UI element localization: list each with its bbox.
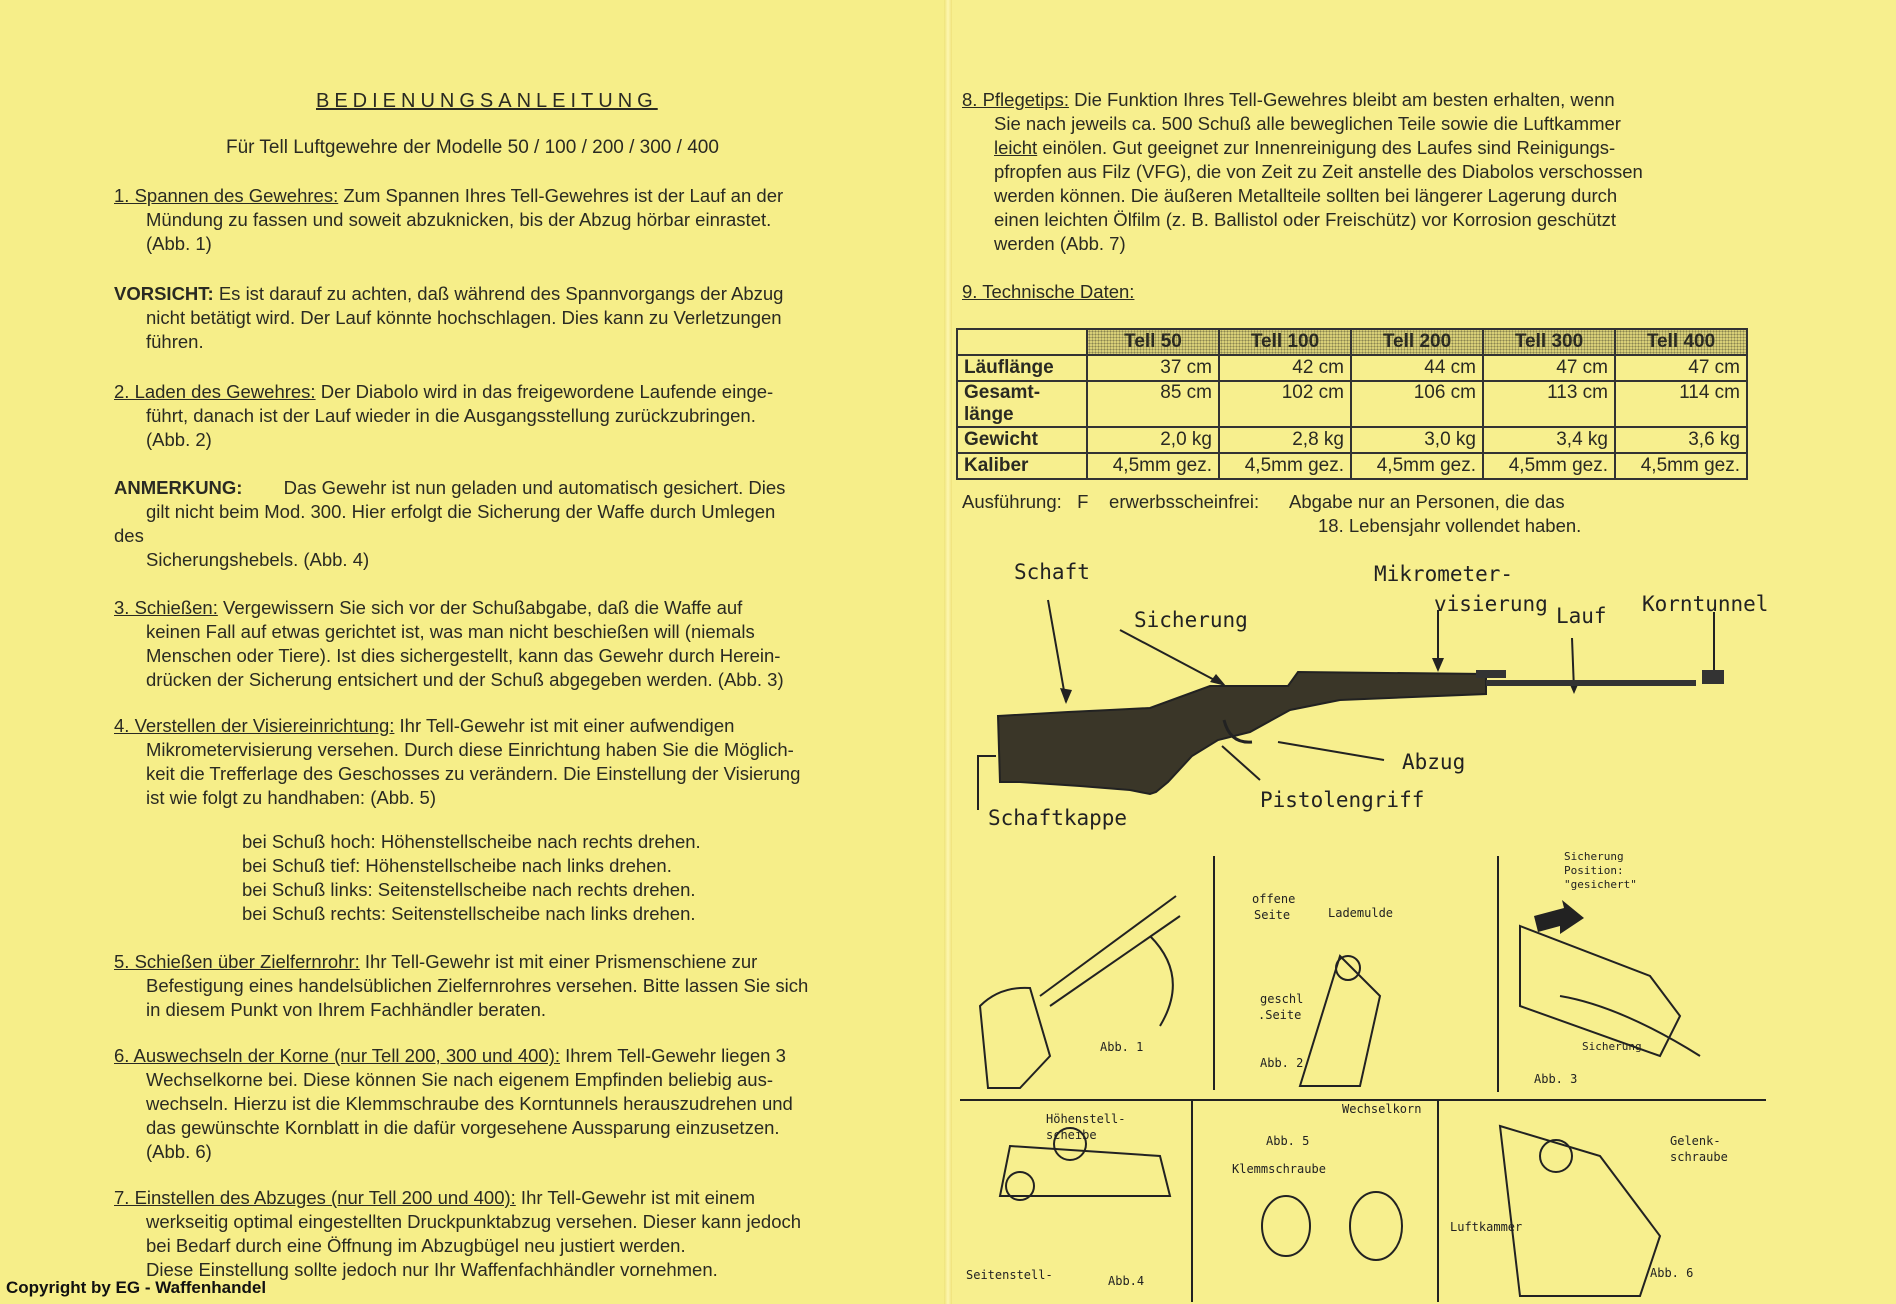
table-cell: 85 cm	[1087, 381, 1219, 427]
table-corner	[957, 329, 1087, 355]
section-5	[114, 950, 894, 1022]
label-abzug: Abzug	[1402, 750, 1466, 774]
row-label: Gewicht	[957, 427, 1087, 453]
sight-adjustment-list	[242, 830, 882, 926]
section-8-line3-emph: leicht	[994, 137, 1038, 158]
section-5-line2: Befestigung eines handelsüblichen Zielfernrohres versehen. Bitte lassen Sie sich	[146, 975, 809, 996]
section-7-text: Ihr Tell-Gewehr ist mit einem	[515, 1187, 755, 1208]
section-1-line3: (Abb. 1)	[146, 233, 212, 254]
sight-rule-left: bei Schuß links: Seitenstellscheibe nach rechts drehen.	[242, 879, 696, 900]
abb2-label-lademulde: Lademulde	[1328, 906, 1394, 920]
section-3-heading: 3. Schießen:	[114, 597, 218, 618]
abb2-label-geschl: geschl	[1260, 992, 1304, 1006]
table-cell: 106 cm	[1351, 381, 1483, 427]
warning-line3: führen.	[146, 331, 204, 352]
section-6-heading: 6. Auswechseln der Korne (nur Tell 200, 300 und 400):	[114, 1045, 561, 1066]
abb3-label-gesichert: "gesichert"	[1564, 878, 1637, 891]
note-line4: Sicherungshebels. (Abb. 4)	[146, 549, 370, 570]
label-pistolengriff: Pistolengriff	[1260, 788, 1425, 812]
section-2-heading: 2. Laden des Gewehres:	[114, 381, 316, 402]
note-heading: ANMERKUNG:	[114, 477, 243, 498]
abb2-label-seite: Seite	[1254, 908, 1291, 922]
section-6	[114, 1044, 894, 1164]
label-visierung: visierung	[1434, 592, 1548, 616]
note-line2: gilt nicht beim Mod. 300. Hier erfolgt die Sicherung der Waffe durch Umlegen	[146, 501, 776, 522]
abb6-label-gelenk1: Gelenk-	[1670, 1134, 1721, 1148]
table-cell: 4,5mm gez.	[1483, 453, 1615, 479]
abb1-caption: Abb. 1	[1100, 1040, 1144, 1054]
section-8-line5: werden können. Die äußeren Metallteile sollten bei längerer Lagerung durch	[994, 185, 1618, 206]
abb4-label-seiten: Seitenstell-	[966, 1268, 1053, 1282]
table-header: Tell 200	[1351, 329, 1483, 355]
section-2	[114, 380, 894, 452]
abb5-label-klemmschraube: Klemmschraube	[1232, 1162, 1326, 1176]
table-cell: 4,5mm gez.	[1087, 453, 1219, 479]
section-7	[114, 1186, 894, 1282]
table-cell: 3,6 kg	[1615, 427, 1747, 453]
technical-data-table	[956, 328, 1748, 480]
sight-rule-right: bei Schuß rechts: Seitenstellscheibe nach links drehen.	[242, 903, 696, 924]
table-cell: 4,5mm gez.	[1615, 453, 1747, 479]
section-6-line5: (Abb. 6)	[146, 1141, 212, 1162]
row-label: Läuflänge	[957, 355, 1087, 381]
warning-text: Es ist darauf zu achten, daß während des Spannvorgangs der Abzug	[213, 283, 784, 304]
section-8	[962, 88, 1762, 256]
section-7-heading: 7. Einstellen des Abzuges (nur Tell 200 und 400):	[114, 1187, 516, 1208]
abb2-label-seite2: .Seite	[1258, 1008, 1302, 1022]
table-cell: 102 cm	[1219, 381, 1351, 427]
abb3-label-position: Position:	[1564, 864, 1624, 877]
section-6-line4: das gewünschte Kornblatt in die dafür vorgesehene Aussparung einzusetzen.	[146, 1117, 780, 1138]
abb6-label-luftkammer: Luftkammer	[1450, 1220, 1523, 1234]
warning-heading: VORSICHT:	[114, 283, 214, 304]
section-8-line4: pfropfen aus Filz (VFG), die von Zeit zu Zeit anstelle des Diabolos verschossen	[994, 161, 1643, 182]
table-header: Tell 100	[1219, 329, 1351, 355]
table-cell: 3,0 kg	[1351, 427, 1483, 453]
section-3-line2: keinen Fall auf etwas gerichtet ist, was man nicht beschießen will (niemals	[146, 621, 755, 642]
section-7-line4: Diese Einstellung sollte jedoch nur Ihr Waffenfachhändler vornehmen.	[146, 1259, 718, 1280]
section-2-text: Der Diabolo wird in das freigewordene Laufende einge-	[315, 381, 774, 402]
table-row	[957, 427, 1747, 453]
section-4	[114, 714, 894, 810]
section-8-text: Die Funktion Ihres Tell-Gewehres bleibt am besten erhalten, wenn	[1068, 89, 1615, 110]
section-4-line3: keit die Trefferlage des Geschosses zu verändern. Die Einstellung der Visierung	[146, 763, 801, 784]
abb2-label-offene: offene	[1252, 892, 1296, 906]
section-3-line4: drücken der Sicherung entsichert und der Schuß abgegeben werden. (Abb. 3)	[146, 669, 784, 690]
section-4-line2: Mikrometervisierung versehen. Durch diese Einrichtung haben Sie die Möglich-	[146, 739, 794, 760]
section-1-text: Zum Spannen Ihres Tell-Gewehres ist der Lauf an der	[338, 185, 784, 206]
section-1-line2: Mündung zu fassen und soweit abzuknicken, bis der Abzug hörbar einrastet.	[146, 209, 772, 230]
section-3	[114, 596, 894, 692]
table-cell: 113 cm	[1483, 381, 1615, 427]
sight-rule-low: bei Schuß tief: Höhenstellscheibe nach links drehen.	[242, 855, 672, 876]
table-header-row	[957, 329, 1747, 355]
section-8-line7: werden (Abb. 7)	[994, 233, 1126, 254]
table-cell: 47 cm	[1483, 355, 1615, 381]
section-4-text: Ihr Tell-Gewehr ist mit einer aufwendigen	[394, 715, 735, 736]
table-cell: 3,4 kg	[1483, 427, 1615, 453]
ausfuehrung-line2: 18. Lebensjahr vollendet haben.	[1318, 515, 1582, 536]
ausfuehrung-line1: Ausführung: F erwerbsscheinfrei: Abgabe nur an Personen, die das	[962, 491, 1565, 512]
table-cell: 2,0 kg	[1087, 427, 1219, 453]
section-2-line3: (Abb. 2)	[146, 429, 212, 450]
table-cell: 4,5mm gez.	[1351, 453, 1483, 479]
section-7-line3: bei Bedarf durch eine Öffnung im Abzugbügel neu justiert werden.	[146, 1235, 686, 1256]
figure-grid	[960, 856, 1776, 1302]
table-row	[957, 453, 1747, 479]
abb5-caption: Abb. 5	[1266, 1134, 1310, 1148]
table-cell: 44 cm	[1351, 355, 1483, 381]
label-sicherung: Sicherung	[1134, 608, 1248, 632]
table-cell: 4,5mm gez.	[1219, 453, 1351, 479]
section-1	[114, 184, 894, 256]
section-6-line3: wechseln. Hierzu ist die Klemmschraube des Korntunnels herauszudrehen und	[146, 1093, 793, 1114]
label-korntunnel: Korntunnel	[1642, 592, 1769, 616]
table-cell: 47 cm	[1615, 355, 1747, 381]
document-title: BEDIENUNGSANLEITUNG	[316, 90, 658, 112]
table-header: Tell 50	[1087, 329, 1219, 355]
label-schaftkappe: Schaftkappe	[988, 806, 1128, 830]
table-cell: 114 cm	[1615, 381, 1747, 427]
section-6-text: Ihrem Tell-Gewehr liegen 3	[560, 1045, 786, 1066]
label-schaft: Schaft	[1014, 560, 1090, 584]
note-text: Das Gewehr ist nun geladen und automatisch gesichert. Dies	[242, 477, 786, 498]
abb4-label-hoehen2: scheibe	[1046, 1128, 1097, 1142]
section-9-heading: 9. Technische Daten:	[962, 281, 1135, 302]
section-8-heading: 8. Pflegetips:	[962, 89, 1069, 110]
warning-block	[114, 282, 894, 354]
sight-rule-high: bei Schuß hoch: Höhenstellscheibe nach rechts drehen.	[242, 831, 701, 852]
abb4-caption: Abb.4	[1108, 1274, 1145, 1288]
table-header: Tell 400	[1615, 329, 1747, 355]
section-5-text: Ihr Tell-Gewehr ist mit einer Prismenschiene zur	[359, 951, 758, 972]
section-8-line6: einen leichten Ölfilm (z. B. Ballistol oder Freischütz) vor Korrosion geschützt	[994, 209, 1617, 230]
row-label: Kaliber	[957, 453, 1087, 479]
table-header: Tell 300	[1483, 329, 1615, 355]
section-4-line4: ist wie folgt zu handhaben: (Abb. 5)	[146, 787, 437, 808]
table-row	[957, 355, 1747, 381]
page-fold	[944, 0, 952, 1304]
section-4-heading: 4. Verstellen der Visiereinrichtung:	[114, 715, 395, 736]
table-cell: 42 cm	[1219, 355, 1351, 381]
abb6-caption: Abb. 6	[1650, 1266, 1694, 1280]
section-3-text: Vergewissern Sie sich vor der Schußabgabe, daß die Waffe auf	[217, 597, 743, 618]
abb6-label-gelenk2: schraube	[1670, 1150, 1728, 1164]
abb5-label-wechselkorn: Wechselkorn	[1342, 1102, 1422, 1116]
section-3-line3: Menschen oder Tiere). Ist dies sichergestellt, kann das Gewehr durch Herein-	[146, 645, 781, 666]
note-line3: des	[114, 525, 144, 546]
abb2-caption: Abb. 2	[1260, 1056, 1304, 1070]
section-1-heading: 1. Spannen des Gewehres:	[114, 185, 339, 206]
label-lauf: Lauf	[1556, 604, 1607, 628]
label-mikrometer: Mikrometer-	[1374, 562, 1514, 586]
section-6-line2: Wechselkorne bei. Diese können Sie nach eigenem Empfinden beliebig aus-	[146, 1069, 773, 1090]
section-5-heading: 5. Schießen über Zielfernrohr:	[114, 951, 360, 972]
document-subtitle: Für Tell Luftgewehre der Modelle 50 / 100 / 200 / 300 / 400	[226, 137, 719, 158]
section-7-line2: werkseitig optimal eingestellten Druckpunktabzug versehen. Dieser kann jedoch	[146, 1211, 802, 1232]
row-label: Gesamt- länge	[957, 381, 1087, 427]
table-row	[957, 381, 1747, 427]
table-cell: 37 cm	[1087, 355, 1219, 381]
abb4-label-hoehen1: Höhenstell-	[1046, 1112, 1126, 1126]
warning-line2: nicht betätigt wird. Der Lauf könnte hochschlagen. Dies kann zu Verletzungen	[146, 307, 782, 328]
abb3-caption: Abb. 3	[1534, 1072, 1578, 1086]
section-8-line3: einölen. Gut geeignet zur Innenreinigung des Laufes sind Reinigungs-	[1037, 137, 1616, 158]
section-2-line2: führt, danach ist der Lauf wieder in die Ausgangsstellung zurückzubringen.	[146, 405, 756, 426]
note-block	[114, 476, 894, 572]
table-cell: 2,8 kg	[1219, 427, 1351, 453]
abb3-label-sicherung2: Sicherung	[1582, 1040, 1642, 1053]
abb3-label-sicherung: Sicherung	[1564, 850, 1624, 863]
section-5-line3: in diesem Punkt von Ihrem Fachhändler beraten.	[146, 999, 547, 1020]
section-8-line2: Sie nach jeweils ca. 500 Schuß alle beweglichen Teile sowie die Luftkammer	[994, 113, 1621, 134]
copyright-notice: Copyright by EG - Waffenhandel	[6, 1278, 267, 1297]
